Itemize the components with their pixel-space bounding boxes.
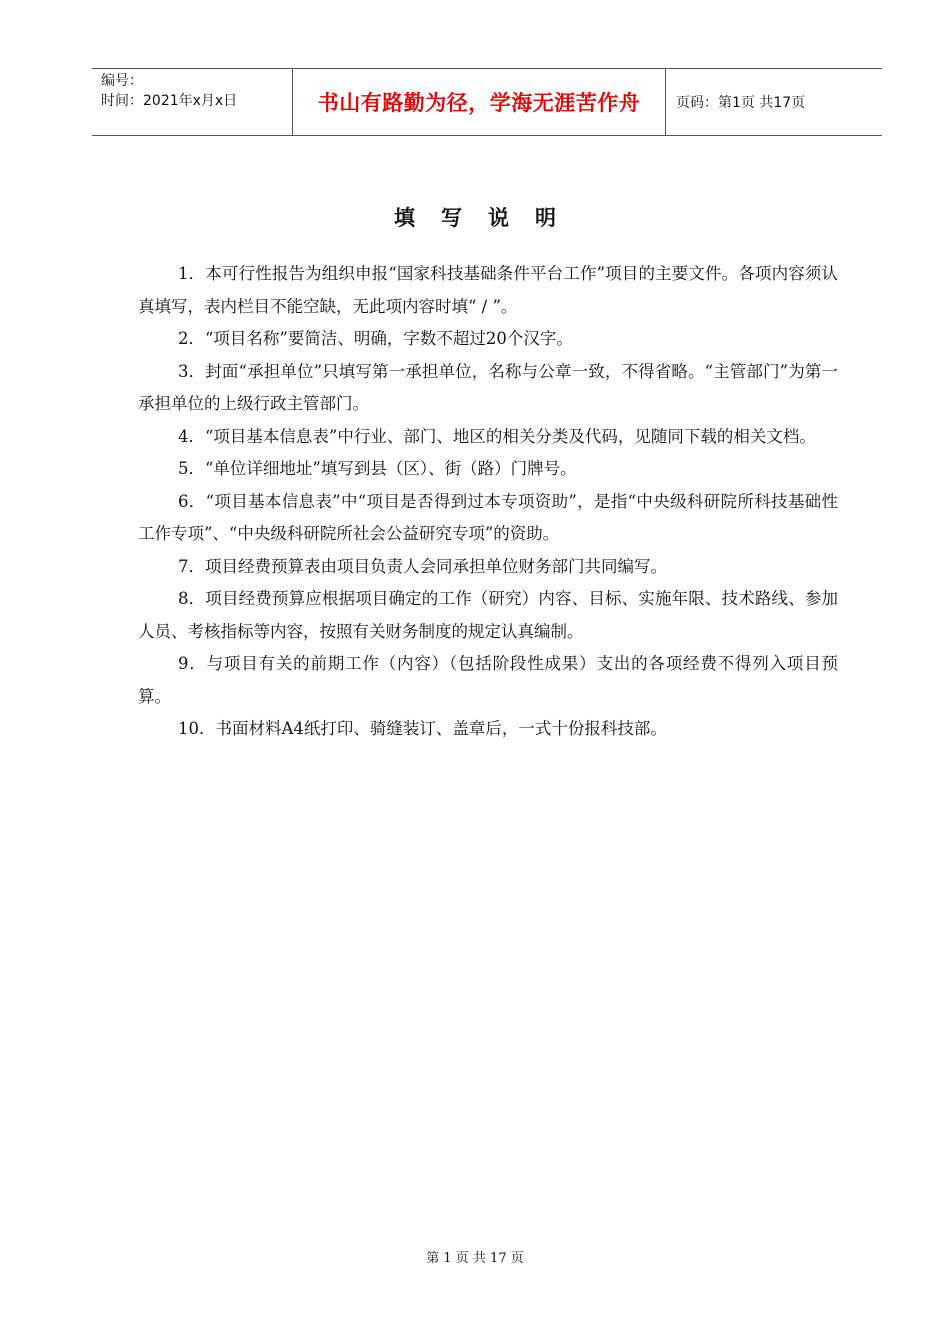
header-meta [92, 69, 293, 135]
motto-text: 书山有路勤为径，学海无涯苦作舟 [317, 91, 641, 115]
instruction-paragraph: 2．“项目名称”要简洁、明确，字数不超过20个汉字。 [178, 329, 573, 348]
instruction-paragraph: 10．书面材料A4纸打印、骑缝装订、盖章后，一式十份报科技部。 [178, 719, 667, 738]
page-footer [0, 1247, 950, 1266]
page-number-label: 页码：第1页 共17页 [676, 95, 806, 111]
instruction-paragraph: 7．项目经费预算表由项目负责人会同承担单位财务部门共同编写。 [178, 556, 667, 576]
document-time-label: 时间：2021年x月x日 [101, 93, 238, 109]
instruction-paragraph: 5．“单位详细地址”填写到县（区）、街（路）门牌号。 [178, 459, 577, 478]
header-motto [293, 69, 666, 135]
instruction-paragraph: 8．项目经费预算应根据项目确定的工作（研究）内容、目标、实施年限、技术路线、参加人员、考核指标等内容，按照有关财务制度的规定认真编制。 [138, 589, 838, 641]
instruction-paragraph: 6．“项目基本信息表”中“项目是否得到过本专项资助”，是指“中央级科研院所科技基础性工作专项”、“中央级科研院所社会公益研究专项”的资助。 [138, 491, 838, 543]
instruction-paragraph: 4．“项目基本信息表”中行业、部门、地区的相关分类及代码，见随同下载的相关文档。 [178, 426, 816, 446]
instruction-paragraph: 1．本可行性报告为组织申报“国家科技基础条件平台工作”项目的主要文件。各项内容须认真填写，表内栏目不能空缺，无此项内容时填“ / ”。 [138, 264, 838, 316]
document-number-label: 编号： [101, 73, 143, 89]
instruction-paragraph: 9．与项目有关的前期工作（内容）（包括阶段性成果）支出的各项经费不得列入项目预算。 [138, 654, 838, 706]
page-title: 填写说明 [394, 205, 582, 230]
instruction-paragraph: 3．封面“承担单位”只填写第一承担单位，名称与公章一致，不得省略。“主管部门”为第一承担单位的上级行政主管部门。 [138, 361, 838, 413]
document-header [92, 68, 882, 136]
instructions-body [138, 258, 838, 746]
footer-page-number: 第 1 页 共 17 页 [426, 1251, 524, 1266]
header-page-info [666, 69, 882, 135]
